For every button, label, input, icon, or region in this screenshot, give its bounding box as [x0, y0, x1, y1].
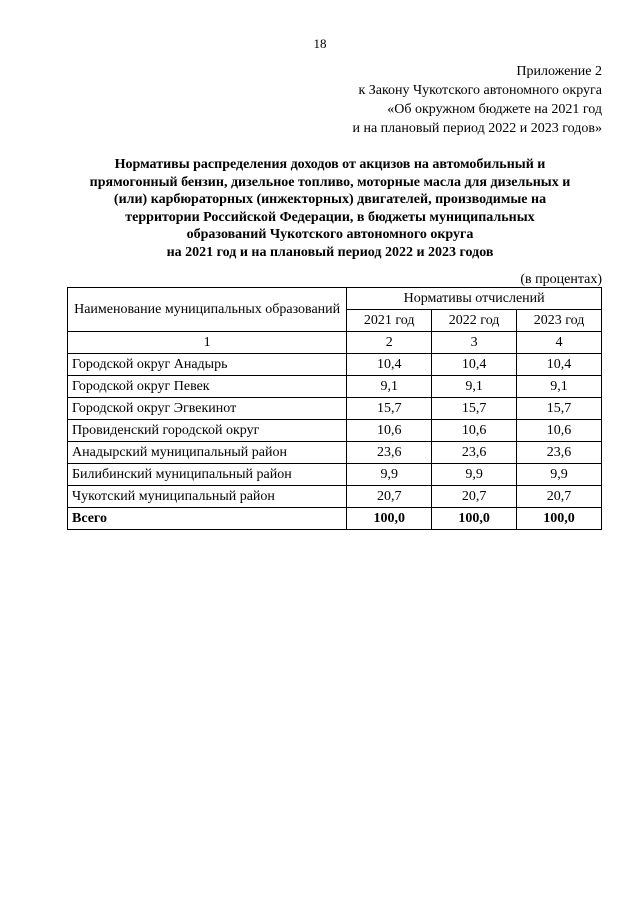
page-number: 18 [313, 36, 327, 51]
table-row [68, 486, 602, 508]
title-line: Нормативы распределения доходов от акцизов на автомобильный и [114, 157, 546, 172]
column-header-group: Нормативы отчислений [347, 288, 602, 310]
norms-table [67, 287, 602, 530]
value-2022: 15,7 [432, 398, 517, 420]
total-row [68, 508, 602, 530]
value-2022: 20,7 [432, 486, 517, 508]
title-line: на 2021 год и на плановый период 2022 и 2023 годов [166, 244, 494, 260]
municipality-name: Городской округ Анадырь [68, 354, 347, 376]
value-2022: 9,9 [432, 464, 517, 486]
column-index: 2 [347, 332, 432, 354]
value-2021: 9,9 [347, 464, 432, 486]
value-2022: 10,6 [432, 420, 517, 442]
municipality-name: Городской округ Эгвекинот [68, 398, 347, 420]
municipality-name: Билибинский муниципальный район [68, 464, 347, 486]
appendix-line: Приложение 2 [516, 64, 602, 79]
value-2022: 10,4 [432, 354, 517, 376]
value-2021: 23,6 [347, 442, 432, 464]
table-row [68, 420, 602, 442]
total-label: Всего [68, 508, 347, 530]
value-2022: 23,6 [432, 442, 517, 464]
value-2021: 9,1 [347, 376, 432, 398]
table-row [68, 376, 602, 398]
column-header-year: 2023 год [517, 310, 602, 332]
value-2023: 10,6 [517, 420, 602, 442]
title-line: образований Чукотского автономного округа [186, 227, 474, 242]
appendix-line: к Закону Чукотского автономного округа [358, 83, 602, 98]
column-index: 1 [68, 332, 347, 354]
value-2021: 20,7 [347, 486, 432, 508]
municipality-name: Анадырский муниципальный район [68, 442, 347, 464]
value-2021: 10,4 [347, 354, 432, 376]
total-2023: 100,0 [517, 508, 602, 530]
title-line: (или) карбюраторных (инжекторных) двигателей, производимые на [113, 192, 547, 207]
value-2023: 10,4 [517, 354, 602, 376]
table-row [68, 398, 602, 420]
value-2021: 15,7 [347, 398, 432, 420]
appendix-header [352, 62, 602, 138]
value-2023: 9,9 [517, 464, 602, 486]
total-2022: 100,0 [432, 508, 517, 530]
title-line: прямогонный бензин, дизельное топливо, моторные масла для дизельных и [89, 174, 571, 190]
value-2023: 15,7 [517, 398, 602, 420]
municipality-name: Городской округ Певек [68, 376, 347, 398]
column-header-name: Наименование муниципальных образований [68, 288, 347, 332]
table-header-row [68, 288, 602, 310]
total-2021: 100,0 [347, 508, 432, 530]
appendix-line: и на плановый период 2022 и 2023 годов» [352, 121, 602, 136]
value-2023: 23,6 [517, 442, 602, 464]
column-index: 3 [432, 332, 517, 354]
municipality-name: Чукотский муниципальный район [68, 486, 347, 508]
value-2022: 9,1 [432, 376, 517, 398]
column-header-year: 2021 год [347, 310, 432, 332]
appendix-line: «Об окружном бюджете на 2021 год [387, 102, 602, 117]
table-row [68, 442, 602, 464]
document-title [40, 156, 620, 261]
column-index: 4 [517, 332, 602, 354]
column-index-row [68, 332, 602, 354]
value-2023: 9,1 [517, 376, 602, 398]
title-line: территории Российской Федерации, в бюджеты муниципальных [125, 209, 535, 225]
municipality-name: Провиденский городской округ [68, 420, 347, 442]
value-2023: 20,7 [517, 486, 602, 508]
column-header-year: 2022 год [432, 310, 517, 332]
table-row [68, 464, 602, 486]
units-note: (в процентах) [520, 272, 602, 287]
table-row [68, 354, 602, 376]
value-2021: 10,6 [347, 420, 432, 442]
